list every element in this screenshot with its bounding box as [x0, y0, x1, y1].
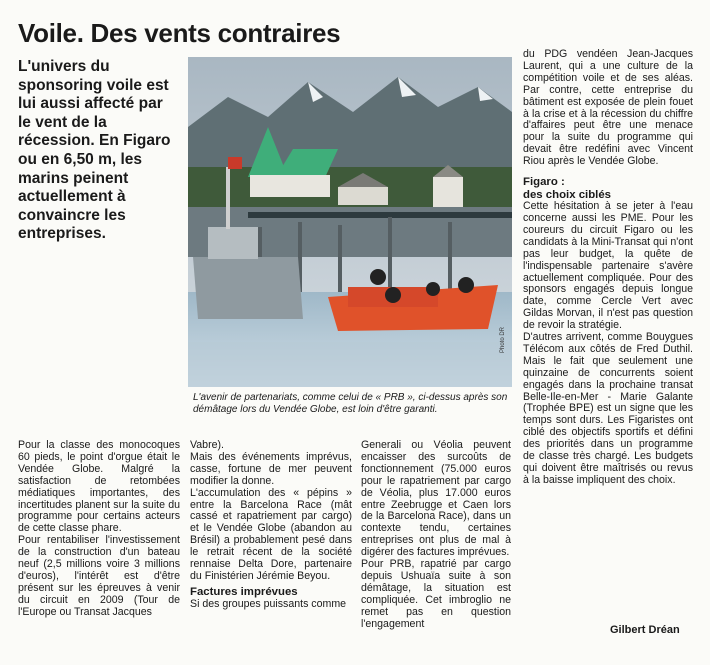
right-paragraph-1: du PDG vendéen Jean-Jacques Laurent, qui a une culture de la compétition voile et de ses aléas. Par contre, cette entreprise du bâtiment est exposée de plein fouet à la crise et à la récession du chiffre d'affaires peut être une menace pour la suite du programme qui devait être redéfini avec Vincent Riou après le Vendée Globe.: [523, 48, 693, 168]
subhead-figaro: Figaro :: [523, 176, 565, 189]
photo-caption: L'avenir de partenariats, comme celui de « PRB », ci-dessus après son démâtage lors du Vendée Globe, est loin d'être garanti.: [193, 392, 508, 415]
harbor-boat-photo: [188, 57, 512, 387]
column-3: [361, 440, 511, 631]
col2-paragraph-2: Mais des événements imprévus, casse, fortune de mer peuvent modifier la donne.: [190, 450, 352, 487]
right-column: [523, 49, 693, 487]
col1-paragraph-1: Pour la classe des monocoques 60 pieds, le point d'orgue était le Vendée Globe. Malgré la satisfaction de retombées médiatiques importantes, des incertitudes planent sur la suite du programme pour certains acteurs de cette classe phare.: [18, 439, 180, 535]
lede: L'univers du sponsoring voile est lui aussi affecté par le vent de la récession. En Figaro ou en 6,50 m, les marins peinent actuellement à convaincre les entreprises.: [18, 58, 171, 243]
right-paragraph-2: Cette hésitation à se jeter à l'eau concerne aussi les PME. Pour les coureurs du circuit Figaro ou les candidats à la Mini-Transat qui n'ont pas leur budget, la quête de l'indispensable partenaire s'avère actuellement compliquée. Pour des sponsors engagés depuis longue date, comme Cercle Vert avec Gildas Morvan, il n'est pas question de revoir la stratégie.: [523, 200, 693, 332]
col2-paragraph-3: L'accumulation des « pépins » entre la Barcelona Race (mât cassé et rapatriement par cargo) et le Vendée Globe (abandon au Brésil) a probablement pesé dans le retrait récent de la société rennaise Delta Dore, partenaire du Finistérien Jérémie Beyou.: [190, 486, 352, 582]
photo-credit: Photo DR: [500, 326, 506, 353]
subhead-factures: Factures imprévues: [190, 585, 298, 598]
byline: Gilbert Dréan: [610, 624, 680, 636]
col2-paragraph-4: Si des groupes puissants comme: [190, 597, 347, 610]
col3-paragraph-1: Generali ou Véolia peuvent encaisser des surcoûts de fonctionnement (75.000 euros pour le rapatriement par cargo de Véolia, plus 17.000 euros entre Zeebrugge et Caen lors de la Barcelona Race), dans un contexte tendu, certaines entreprises ont plus de mal à digérer des factures imprévues.: [361, 439, 511, 559]
right-paragraph-3: D'autres arrivent, comme Bouygues Télécom aux côtés de Fred Duthil. Mais le fait que seulement une quinzaine de concurrents soient engagés dans la prochaine transat Belle-Ile-en-Mer - Marie Galante (Trophée BPE) est un signe que les temps sont durs. Les Figaristes ont ciblé des objectifs sportifs et défini des priorités dans un programme de classe très chargé. Les budgets qui doivent être maîtrisés ou revus à la baisse impliquent des choix.: [523, 331, 693, 486]
photo-illustration: [188, 57, 512, 387]
col1-paragraph-2: Pour rentabiliser l'investissement de la construction d'un bateau neuf (2,5 millions voire 3 millions d'euros), l'intérêt est d'être présent sur les épreuves à venir du circuit en 2009 (Tour de l'Europe ou Transat Jacques: [18, 534, 180, 618]
column-1: [18, 440, 180, 619]
subhead-choix: des choix ciblés: [523, 188, 611, 201]
column-2: [190, 440, 352, 611]
col2-paragraph-1: Vabre).: [190, 439, 224, 451]
col3-paragraph-2: Pour PRB, rapatrié par cargo depuis Ushuaïa suite à son démâtage, la situation est compliquée. Cet imbroglio ne remet pas en question l'engagement: [361, 558, 511, 630]
headline: Voile. Des vents contraires: [18, 18, 341, 48]
